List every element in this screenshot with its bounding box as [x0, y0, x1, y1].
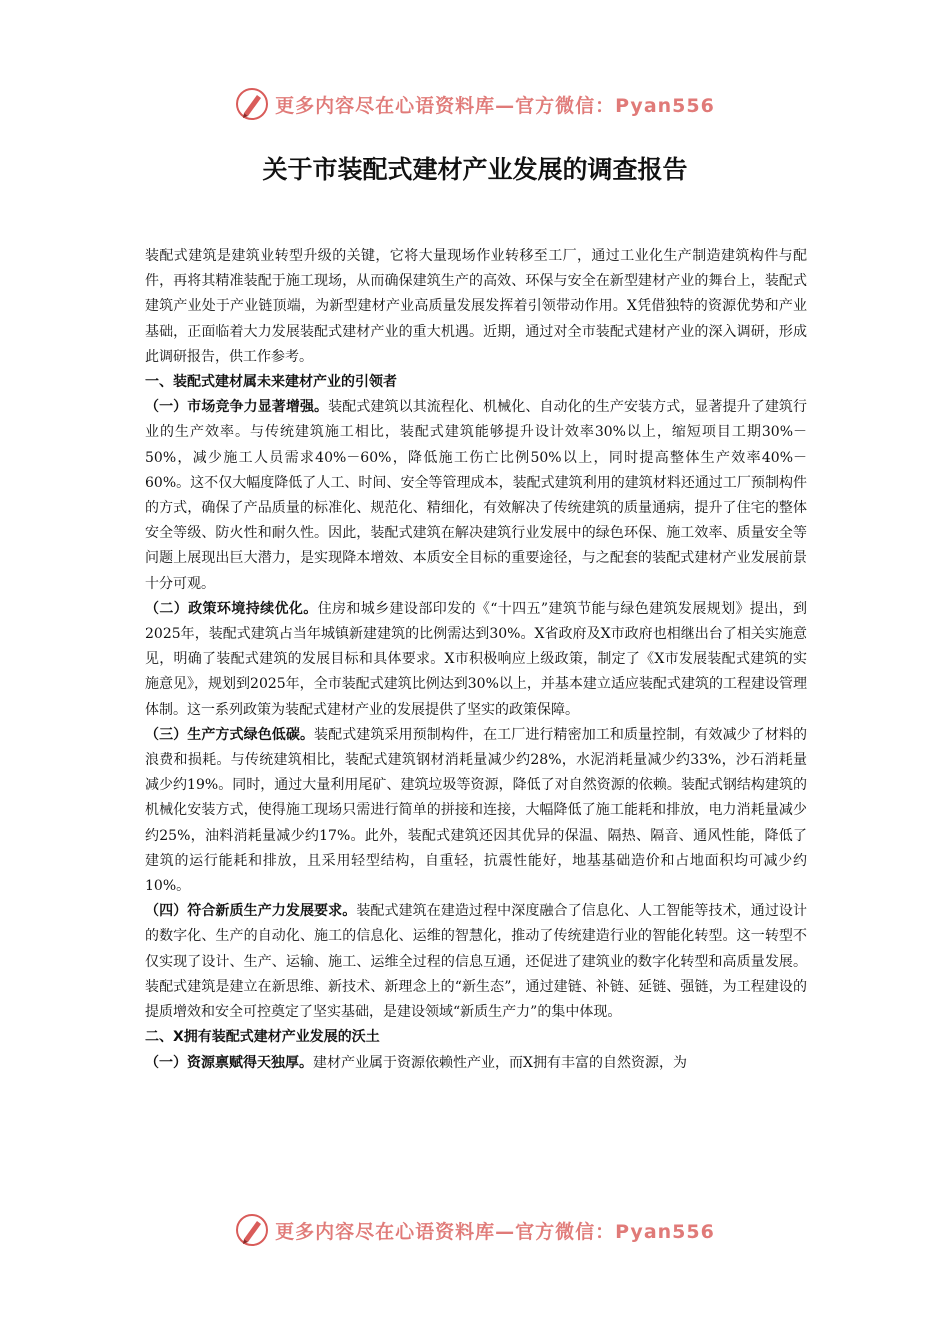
section1-paragraph-4 — [145, 899, 807, 1025]
paragraph-text: 装配式建筑在建造过程中深度融合了信息化、人工智能等技术，通过设计的数字化、生产的自动化、施工的信息化、运维的智慧化，推动了传统建造行业的智能化转型。这一转型不仅实现了设计、生产、运输、施工、运维全过程的信息互通，还促进了建筑业的数字化转型和高质量发展。装配式建筑是建立在新思维、新技术、新理念上的“新生态”，通过建链、补链、延链、强链，为工程建设的提质增效和安全可控奠定了坚实基础，是建设领域“新质生产力”的集中体现。 — [145, 903, 808, 1021]
paragraph-lead: （四）符合新质生产力发展要求。 — [145, 903, 357, 920]
banner-text: 更多内容尽在心语资料库—官方微信：Pyan556 — [275, 94, 715, 117]
document-body — [145, 244, 807, 1076]
section2-heading: 二、X拥有装配式建材产业发展的沃土 — [145, 1029, 380, 1046]
section1-paragraph-1 — [145, 395, 807, 597]
paragraph-text: 装配式建筑以其流程化、机械化、自动化的生产安装方式，显著提升了建筑行业的生产效率。与传统建筑施工相比，装配式建筑能够提升设计效率30%以上，缩短项目工期30%－50%，减少施工人员需求40%－60%，降低施工伤亡比例50%以上，同时提高整体生产效率40%－60%。这不仅大幅度降低了人工、时间、安全等管理成本，装配式建筑利用的建筑材料还通过工厂预制构件的方式，确保了产品质量的标准化、规范化、精细化，有效解决了传统建筑的质量通病，提升了住宅的整体安全等级、防火性和耐久性。因此，装配式建筑在解决建筑行业发展中的绿色环保、施工效率、质量安全等问题上展现出巨大潜力，是实现降本增效、本质安全目标的重要途径，与之配套的装配式建材产业发展前景十分可观。 — [145, 399, 808, 592]
section1-paragraph-3 — [145, 723, 807, 899]
pen-logo-icon — [235, 87, 269, 121]
section1-paragraph-2 — [145, 597, 807, 723]
paragraph-lead: （三）生产方式绿色低碳。 — [145, 726, 315, 743]
section1-heading: 一、装配式建材属未来建材产业的引领者 — [145, 374, 397, 391]
banner-text: 更多内容尽在心语资料库—官方微信：Pyan556 — [275, 1220, 715, 1243]
pen-logo-icon — [235, 1213, 269, 1247]
intro-paragraph: 装配式建筑是建筑业转型升级的关键，它将大量现场作业转移至工厂，通过工业化生产制造建筑构件与配件，再将其精准装配于施工现场，从而确保建筑生产的高效、环保与安全在新型建材产业的舞台上，装配式建筑产业处于产业链顶端，为新型建材产业高质量发展发挥着引领带动作用。X凭借独特的资源优势和产业基础，正面临着大力发展装配式建材产业的重大机遇。近期，通过对全市装配式建材产业的深入调研，形成此调研报告，供工作参考。 — [145, 248, 807, 365]
paragraph-lead: （二）政策环境持续优化。 — [145, 600, 318, 617]
footer-banner — [0, 1210, 950, 1250]
paragraph-lead: （一）资源禀赋得天独厚。 — [145, 1054, 313, 1071]
paragraph-text: 装配式建筑采用预制构件，在工厂进行精密加工和质量控制，有效减少了材料的浪费和损耗。与传统建筑相比，装配式建筑钢材消耗量减少约28%，水泥消耗量减少约33%，沙石消耗量减少约19%。同时，通过大量利用尾矿、建筑垃圾等资源，降低了对自然资源的依赖。装配式钢结构建筑的机械化安装方式，使得施工现场只需进行简单的拼接和连接，大幅降低了施工能耗和排放，电力消耗量减少约25%，油料消耗量减少约17%。此外，装配式建筑还因其优异的保温、隔热、隔音、通风性能，降低了建筑的运行能耗和排放，且采用轻型结构，自重轻，抗震性能好，地基基础造价和占地面积均可减少约10%。 — [145, 726, 808, 895]
header-banner — [0, 84, 950, 124]
document-title: 关于市装配式建材产业发展的调查报告 — [262, 155, 688, 184]
paragraph-text: 建材产业属于资源依赖性产业，而X拥有丰富的自然资源，为 — [313, 1054, 687, 1071]
paragraph-lead: （一）市场竞争力显著增强。 — [145, 399, 329, 416]
paragraph-text: 住房和城乡建设部印发的《“十四五”建筑节能与绿色建筑发展规划》提出，到2025年，装配式建筑占当年城镇新建建筑的比例需达到30%。X省政府及X市政府也相继出台了相关实施意见，明确了装配式建筑的发展目标和具体要求。X市积极响应上级政策，制定了《X市发展装配式建筑的实施意见》，规划到2025年，全市装配式建筑比例达到30%以上，并基本建立适应装配式建筑的工程建设管理体制。这一系列政策为装配式建材产业的发展提供了坚实的政策保障。 — [145, 600, 808, 718]
section2-paragraph-1 — [145, 1051, 807, 1076]
